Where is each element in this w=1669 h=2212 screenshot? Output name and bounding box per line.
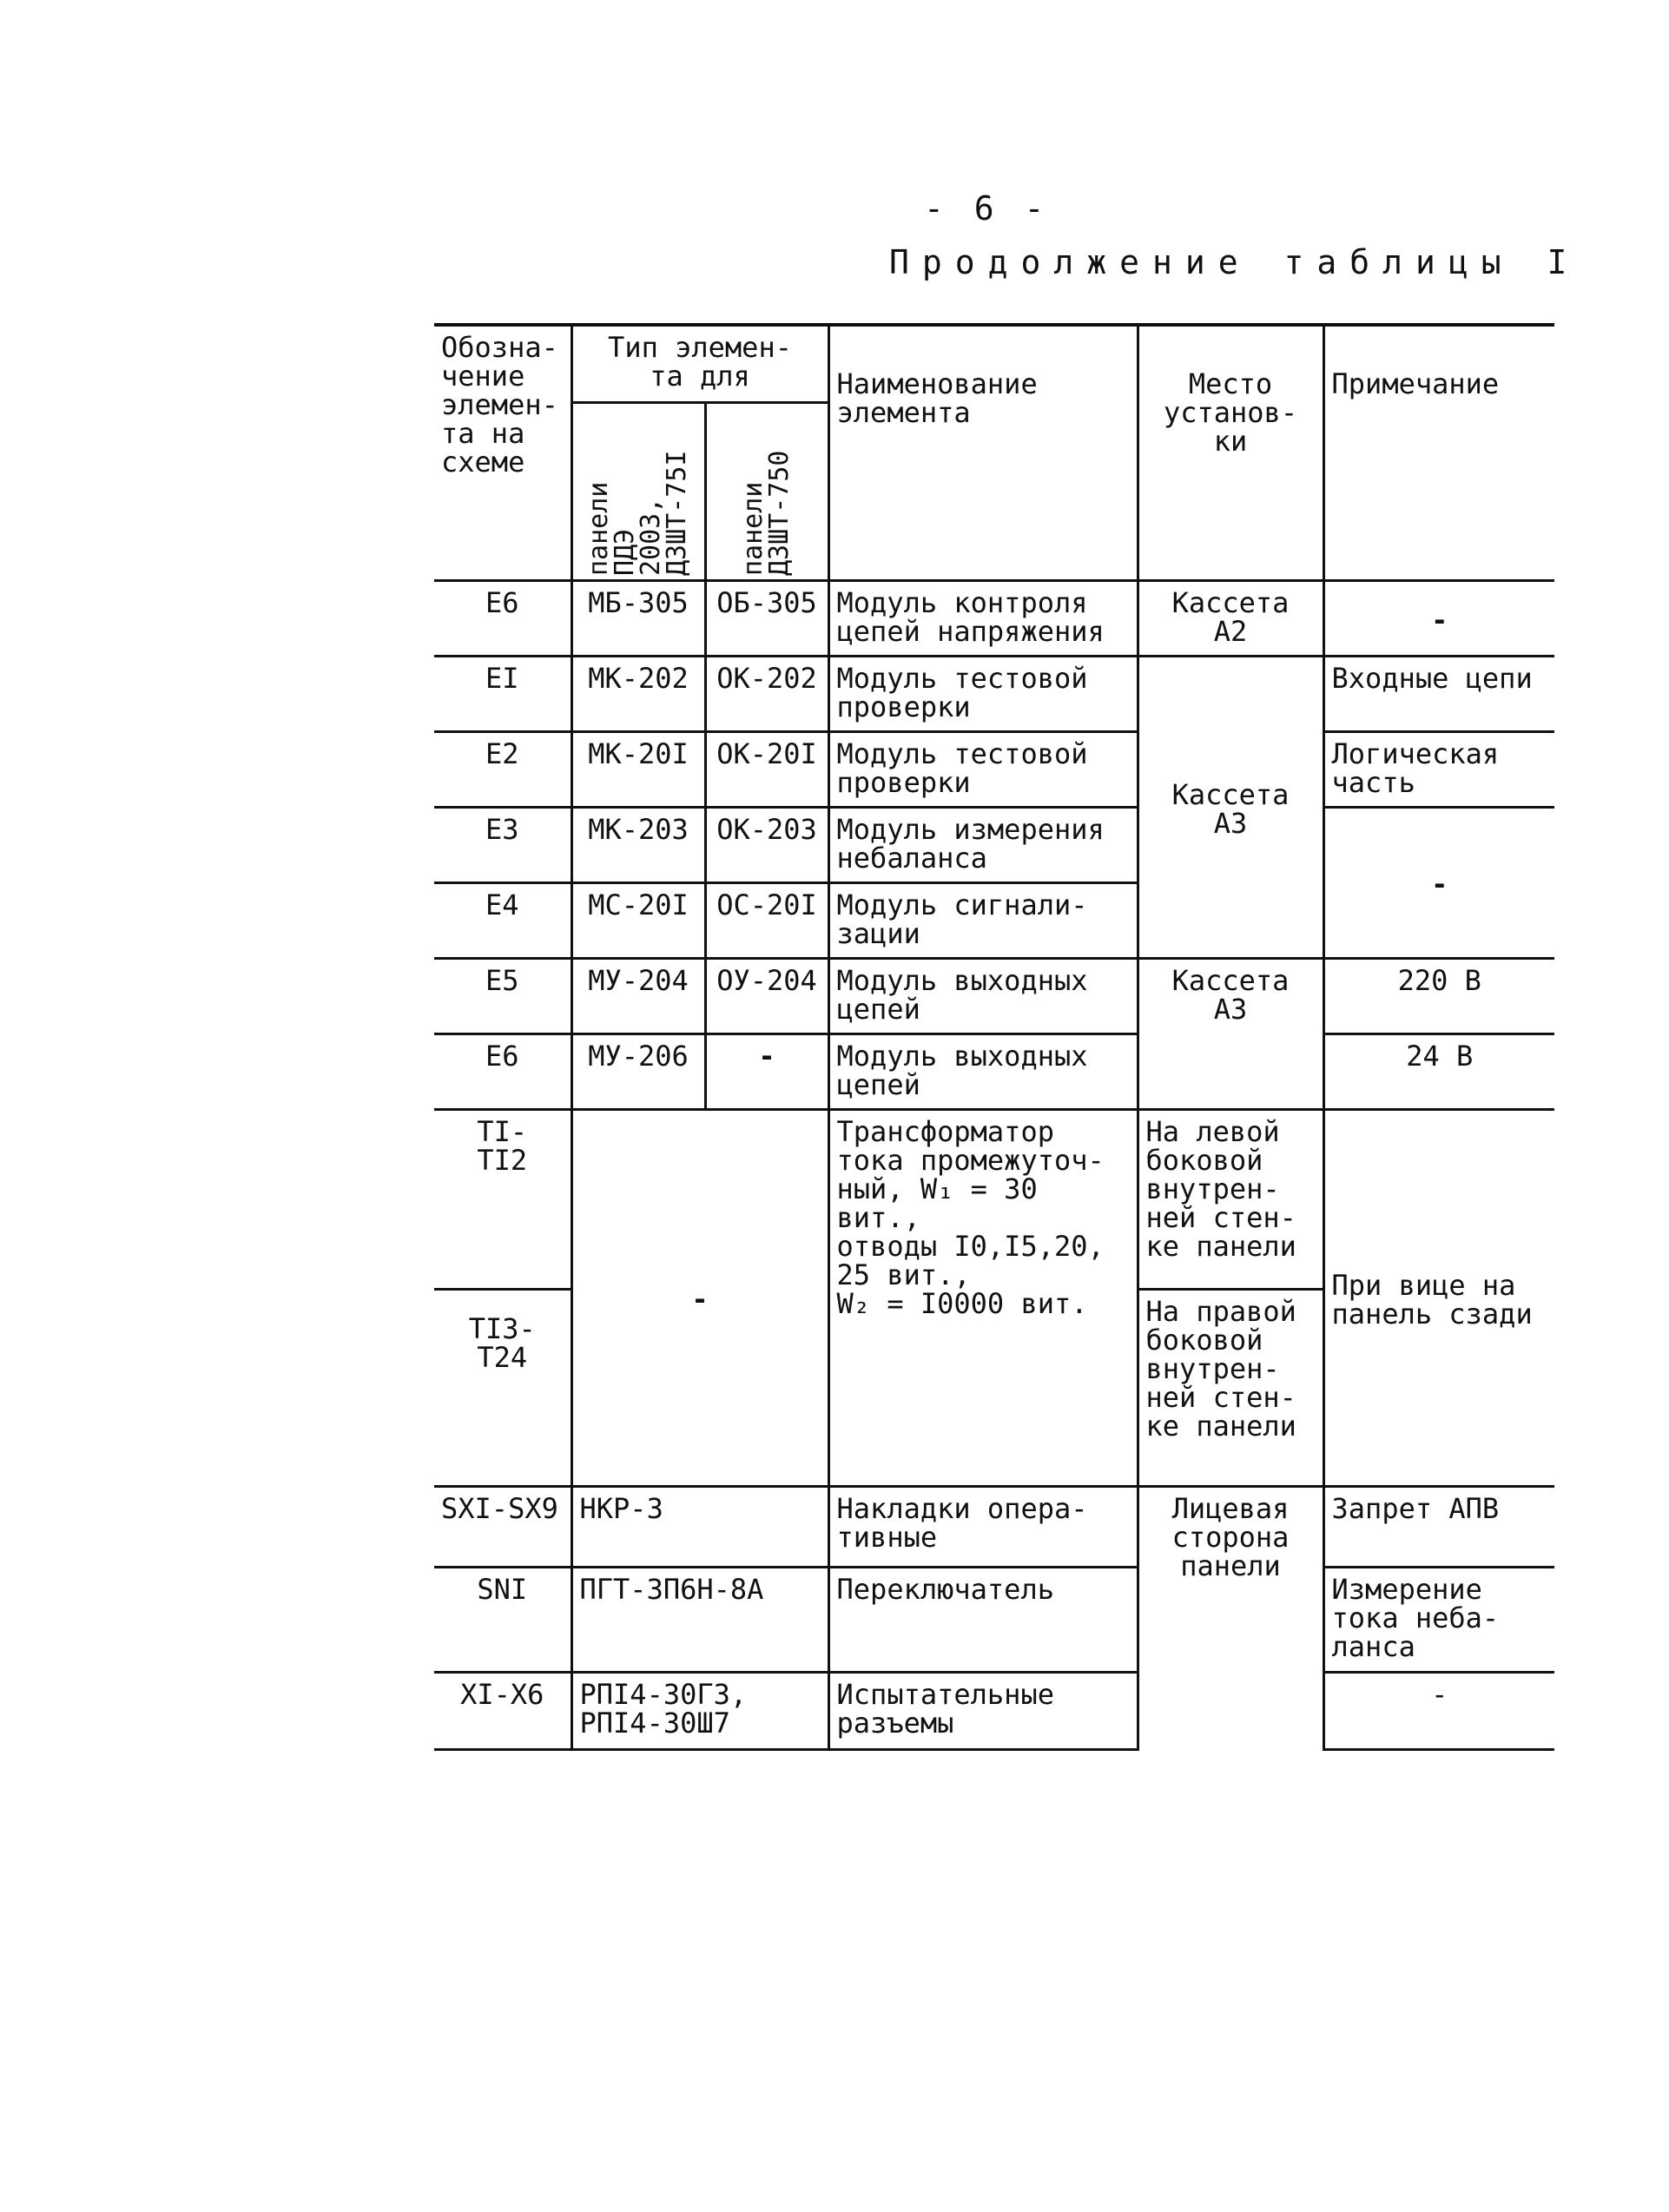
cell-name: Переключатель [828,1568,1138,1673]
cell-name: Трансформатор тока промежуточ- ный, W₁ = 30 вит., отводы I0,I5,20, 25 вит., W₂ = I0000 вит. [828,1110,1138,1487]
table-row [434,1034,1554,1110]
cell-note: Запрет АПВ [1323,1487,1554,1568]
cell-type2: ОС-20I [705,883,828,959]
cell-note-merged: - [1323,808,1554,959]
page-number: - 6 - [924,189,1050,228]
cell-location-merged: Лицевая сторона панели [1138,1487,1323,1750]
header-type-panel-2-text: панели ДЗШТ-750 [738,450,795,576]
header-location: Место установ- ки [1138,325,1323,581]
table-row [434,657,1554,732]
cell-name: Модуль контроля цепей напряжения [828,581,1138,657]
cell-type1: МК-20I [571,732,705,808]
cell-designation: ТI- ТI2 [434,1110,571,1290]
cell-location: На правой боковой внутрен- ней стен- ке панели [1138,1290,1323,1487]
cell-type: НКР-3 [571,1487,828,1568]
cell-name: Испытательные разъемы [828,1673,1138,1750]
cell-type: РПI4-30Г3, РПI4-30Ш7 [571,1673,828,1750]
cell-location-merged: Кассета А3 [1138,657,1323,959]
table-row [434,808,1554,883]
cell-type1: МС-20I [571,883,705,959]
table-row [434,1568,1554,1673]
cell-designation: ЕI [434,657,571,732]
cell-type2: - [705,1034,828,1110]
table-row [434,1487,1554,1568]
cell-note: 24 В [1323,1034,1554,1110]
cell-name: Модуль сигнали- зации [828,883,1138,959]
cell-name: Накладки опера- тивные [828,1487,1138,1568]
table-row [434,581,1554,657]
cell-type2: ОК-203 [705,808,828,883]
cell-designation: ТI3- Т24 [434,1290,571,1487]
cell-location: Кассета А2 [1138,581,1323,657]
cell-type2: ОУ-204 [705,959,828,1034]
cell-name: Модуль выходных цепей [828,1034,1138,1110]
cell-designation: SNI [434,1568,571,1673]
cell-type2: ОБ-305 [705,581,828,657]
cell-type2: ОК-20I [705,732,828,808]
cell-note: - [1323,581,1554,657]
cell-designation: Е3 [434,808,571,883]
cell-designation: SXI-SX9 [434,1487,571,1568]
header-type-panel-1-text: панели ПДЭ 2003, ДЗШТ-75I [584,450,692,576]
header-type-panel-1 [571,403,705,581]
cell-location: На левой боковой внутрен- ней стен- ке панели [1138,1110,1323,1290]
cell-note: Входные цепи [1323,657,1554,732]
cell-location-merged: Кассета А3 [1138,959,1323,1110]
header-type-panel-2 [705,403,828,581]
table-row [434,1673,1554,1750]
header-type-group: Тип элемен- та для [571,325,828,403]
cell-type1: МБ-305 [571,581,705,657]
cell-note: Логическая часть [1323,732,1554,808]
cell-note-merged: При вице на панель сзади [1323,1110,1554,1487]
cell-type1: МК-202 [571,657,705,732]
cell-type: ПГТ-3П6Н-8А [571,1568,828,1673]
table-row [434,959,1554,1034]
header-note: Примечание [1323,325,1554,581]
cell-type1: МУ-204 [571,959,705,1034]
table-row [434,732,1554,808]
header-row [434,325,1554,403]
cell-designation: Е2 [434,732,571,808]
cell-designation: Е6 [434,1034,571,1110]
cell-designation: Е4 [434,883,571,959]
continuation-title: Продолжение таблицы I [889,243,1580,281]
cell-type2: ОК-202 [705,657,828,732]
cell-name: Модуль выходных цепей [828,959,1138,1034]
table-row [434,1110,1554,1290]
header-name: Наименование элемента [828,325,1138,581]
cell-designation: Е5 [434,959,571,1034]
cell-note: 220 В [1323,959,1554,1034]
cell-type1: МУ-206 [571,1034,705,1110]
cell-designation: ХI-Х6 [434,1673,571,1750]
cell-name: Модуль тестовой проверки [828,657,1138,732]
header-designation: Обозна- чение элемен- та на схеме [434,325,571,581]
cell-note: Измерение тока неба- ланса [1323,1568,1554,1673]
cell-type-merged: - [571,1110,828,1487]
cell-name: Модуль измерения небаланса [828,808,1138,883]
cell-designation: Е6 [434,581,571,657]
cell-note: - [1323,1673,1554,1750]
cell-type1: МК-203 [571,808,705,883]
cell-name: Модуль тестовой проверки [828,732,1138,808]
elements-table [434,323,1554,1751]
